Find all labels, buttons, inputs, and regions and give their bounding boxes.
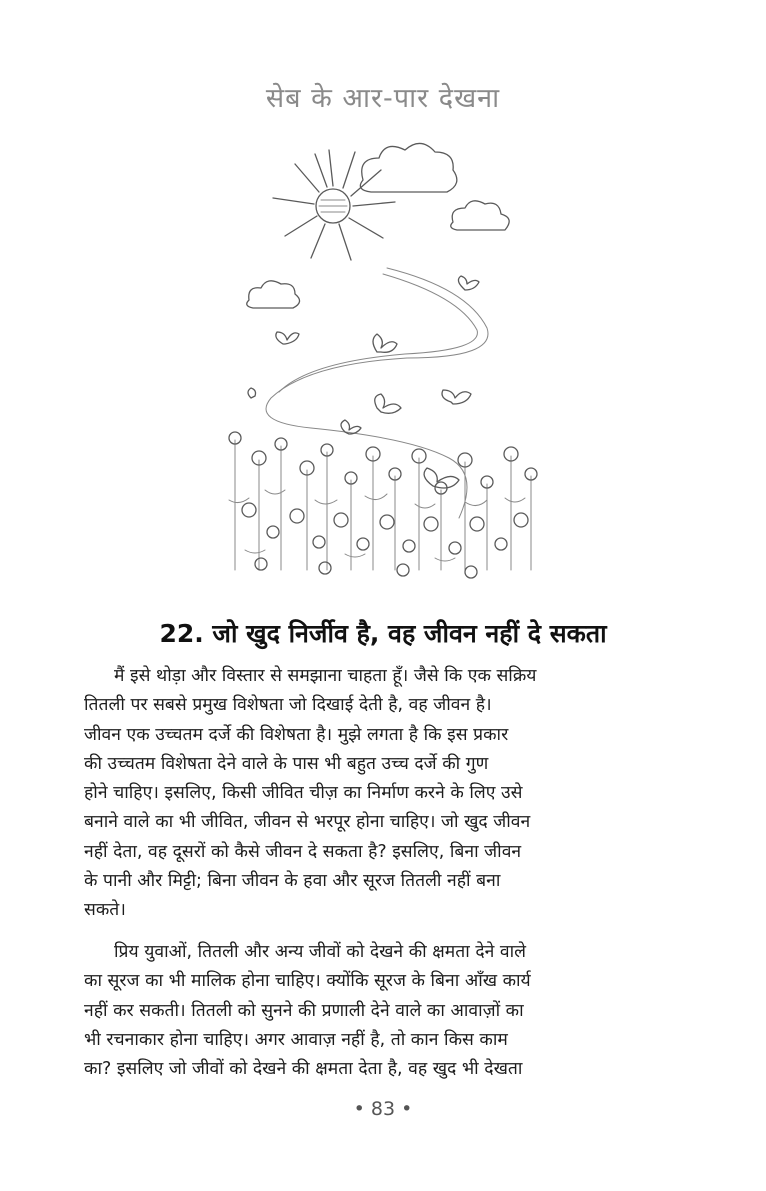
sun-icon [273, 150, 395, 260]
text-line: की उच्चतम विशेषता देने वाले के पास भी बहुत उच्च दर्जे की गुण [84, 753, 489, 774]
flower-field-icon [229, 432, 537, 578]
sketch-illustration [215, 140, 555, 590]
paragraph-1 [84, 662, 680, 926]
text-line: होने चाहिए। इसलिए, किसी जीवित चीज़ का निर्माण करने के लिए उसे [84, 783, 523, 804]
text-line: का? इसलिए जो जीवों को देखने की क्षमता देता है, वह खुद भी देखता [84, 1059, 523, 1080]
chapter-title: 22. जो खुद निर्जीव है, वह जीवन नहीं दे सकता [159, 619, 607, 648]
running-header-title: सेब के आर-पार देखना [265, 83, 501, 114]
text-line: प्रिय युवाओं, तितली और अन्य जीवों को देखने की क्षमता देने वाले [114, 942, 527, 962]
text-line: के पानी और मिट्टी; बिना जीवन के हवा और सूरज तितली नहीं बना [84, 871, 501, 892]
text-line: मैं इसे थोड़ा और विस्तार से समझाना चाहता हूँ। जैसे कि एक सक्रिय [114, 666, 537, 686]
paragraph-2 [84, 938, 680, 1084]
text-line: जीवन एक उच्चतम दर्जे की विशेषता है। मुझे लगता है कि इस प्रकार [84, 724, 509, 745]
sun-clouds-butterflies-flowers-icon [215, 140, 555, 590]
text-line: नहीं देता, वह दूसरों को कैसे जीवन दे सकता है? इसलिए, बिना जीवन [84, 841, 522, 862]
page-number: • 83 • [353, 1098, 413, 1120]
text-line: भी रचनाकार होना चाहिए। अगर आवाज़ नहीं है, तो कान किस काम [84, 1029, 508, 1050]
text-line: तितली पर सबसे प्रमुख विशेषता जो दिखाई देती है, वह जीवन है। [84, 695, 492, 716]
text-line: सकते। [84, 900, 126, 921]
text-line: नहीं कर सकती। तितली को सुनने की प्रणाली देने वाले का आवाज़ों का [84, 1000, 524, 1021]
text-line: बनाने वाले का भी जीवित, जीवन से भरपूर होना चाहिए। जो खुद जीवन [84, 812, 531, 833]
text-line: का सूरज का भी मालिक होना चाहिए। क्योंकि सूरज के बिना आँख कार्य [84, 971, 531, 992]
cloud-icon [247, 143, 509, 308]
